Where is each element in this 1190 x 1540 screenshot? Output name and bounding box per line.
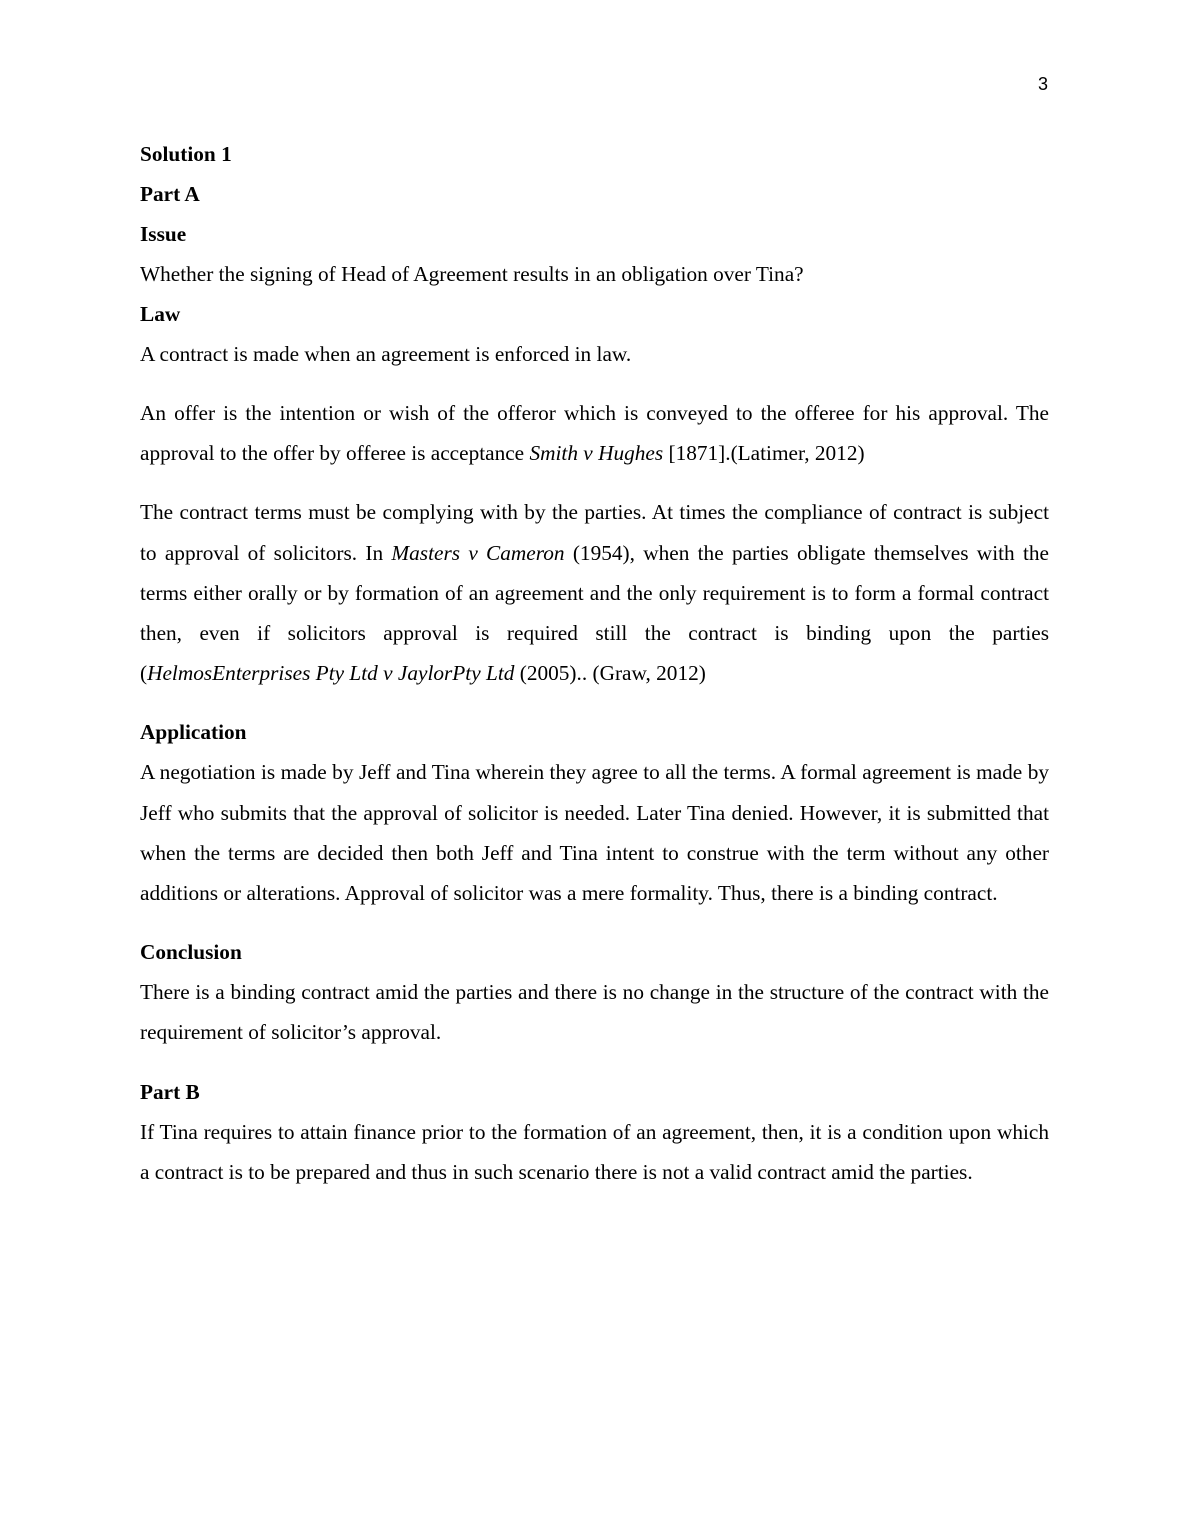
part-b-title: Part B xyxy=(140,1079,200,1104)
law-p3-text-2: (1954), when the parties obligate themselves with the terms either orally or by formation of an agreement and the only requirement is to form a formal contract then, even if solicitors approval is required still the contract is binding upon the parties ( xyxy=(140,540,1049,686)
issue-text: Whether the signing of Head of Agreement results in an obligation over Tina? xyxy=(140,262,804,286)
part-a-title: Part A xyxy=(140,182,200,206)
document-body xyxy=(140,134,1049,1192)
conclusion-heading: Conclusion xyxy=(140,940,242,965)
law-p2-text-before: An offer is the intention or wish of the offeror which is conveyed to the offeree for his approval. The approval to the offer by offeree is acceptance xyxy=(140,401,1049,466)
law-p3-text-1: The contract terms must be complying with by the parties. At times the compliance of contract is subject to approval of solicitors. In xyxy=(140,500,1049,565)
issue-heading: Issue xyxy=(140,222,187,246)
conclusion-text: There is a binding contract amid the parties and there is no change in the structure of the contract with the requirement of solicitor’s approval. xyxy=(140,980,1049,1045)
application-heading: Application xyxy=(140,720,247,745)
case-citation-smith-v-hughes: Smith v Hughes xyxy=(529,441,664,466)
application-text: A negotiation is made by Jeff and Tina wherein they agree to all the terms. A formal agreement is made by Jeff who submits that the approval of solicitor is needed. Later Tina denied. However, it is submitted that when the terms are decided then both Jeff and Tina intent to construe with the term without any other additions or alterations. Approval of solicitor was a mere formality. Thus, there is a binding contract. xyxy=(140,760,1049,906)
law-p2-text-after: [1871].(Latimer, 2012) xyxy=(663,441,865,466)
solution-title: Solution 1 xyxy=(140,142,232,166)
case-citation-helmos: HelmosEnterprises Pty Ltd v JaylorPty Ltd xyxy=(147,661,515,686)
law-p3-text-3: (2005).. (Graw, 2012) xyxy=(514,661,706,686)
page-number: 3 xyxy=(1038,74,1049,94)
law-paragraph-3 xyxy=(140,492,1049,693)
law-heading: Law xyxy=(140,302,181,326)
part-b-text: If Tina requires to attain finance prior to the formation of an agreement, then, it is a condition upon which a contract is to be prepared and thus in such scenario there is not a valid contract amid the parties. xyxy=(140,1119,1049,1184)
law-paragraph-2 xyxy=(140,393,1049,473)
law-paragraph-1: A contract is made when an agreement is enforced in law. xyxy=(140,342,632,366)
case-citation-masters-v-cameron: Masters v Cameron xyxy=(391,540,565,565)
